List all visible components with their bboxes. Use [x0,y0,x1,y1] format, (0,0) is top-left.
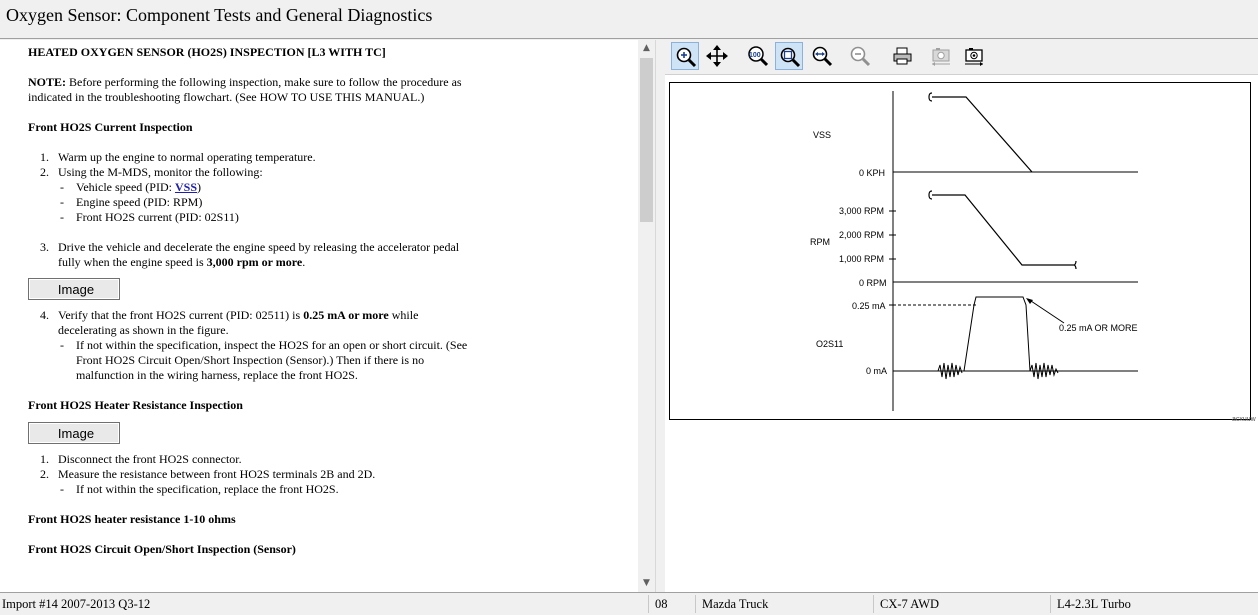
step-2-text: Using the M-MDS, monitor the following: [58,165,263,179]
list-item-step-1 [28,150,628,165]
status-bar [0,592,1258,615]
sub-vss-text: Vehicle speed (PID: [76,180,175,194]
status-import: Import #14 2007-2013 Q3-12 [2,597,151,611]
r-step-1-text: Disconnect the front HO2S connector. [58,452,242,466]
list-number: 3. [40,240,49,254]
note-label: NOTE: [28,75,67,89]
o2-025-label: 0.25 mA [852,301,886,311]
step-3-end: . [302,255,306,269]
sub-item-rpm [28,195,628,210]
status-separator [695,595,696,613]
save-image-button[interactable] [960,42,988,70]
zoom-out-button[interactable] [846,42,874,70]
list-item-r-step-1 [28,452,628,467]
article-content [28,44,628,557]
pan-icon [706,45,728,67]
rpm-1000-label: 1,000 RPM [839,254,885,264]
image-button-2[interactable]: Image [28,422,120,444]
list-item-step-4-cont: decelerating as shown in the figure. [58,323,229,337]
r-sub-text: If not within the specification, replace the front HO2S. [76,482,339,496]
r-step-2-text: Measure the resistance between front HO2S terminals 2B and 2D. [58,467,376,481]
zoom-100-button[interactable] [743,42,771,70]
section-title-current: Front HO2S Current Inspection [28,120,193,134]
section-title-heater: Front HO2S Heater Resistance Inspection [28,398,243,412]
title-bar [0,0,1258,38]
zoom-fit-button[interactable] [775,42,803,70]
o2-note-arrowhead [1026,298,1033,304]
status-separator [873,595,874,613]
zoom-fit-icon [779,46,801,68]
waveform-diagram [669,82,1251,420]
title-divider [0,38,1258,39]
note-line-2: indicated in the troubleshooting flowchart. (See HOW TO USE THIS MANUAL.) [28,90,425,104]
image-button-1[interactable]: Image [28,278,120,300]
sub-vss-suffix: ) [197,180,201,194]
window-title: Oxygen Sensor: Component Tests and General Diagnostics [6,5,433,25]
rpm-label: RPM [810,237,830,247]
status-code: 08 [655,597,668,611]
o2-note-label: 0.25 mA OR MORE [1059,323,1138,333]
step-3-text-1: Drive the vehicle and decelerate the engine speed by releasing the accelerator pedal [58,240,460,254]
o2-trace [938,297,1058,379]
list-item-step-2 [28,165,628,180]
status-engine: L4-2.3L Turbo [1057,597,1131,611]
step-3-bold: 3,000 rpm or more [206,255,303,269]
step-3-text-2: fully when the engine speed is [58,255,207,269]
list-number: 1. [40,452,49,466]
note-line-1 [28,75,628,90]
scroll-down-arrow-icon[interactable]: ▼ [643,578,650,588]
status-model: CX-7 AWD [880,597,940,611]
zoom-width-icon [811,45,833,67]
step-4-sub-1: If not within the specification, inspect the HO2S for an open or short circuit. (See [76,338,468,352]
note-text-1: Before performing the following inspection, make sure to follow the procedure as [66,75,462,89]
print-icon [892,45,914,67]
article-heading: HEATED OXYGEN SENSOR (HO2S) INSPECTION [L3 WITH TC] [28,45,386,59]
list-dash: - [60,195,64,209]
list-item-step-4 [28,308,628,323]
sub-item-step-4-cont-1: Front HO2S Circuit Open/Short Inspection (Sensor).) Then if there is no [76,353,425,367]
section-title-circuit: Front HO2S Circuit Open/Short Inspection (Sensor) [28,542,296,556]
waveform-svg [670,83,1250,419]
scrollbar-thumb[interactable] [640,58,653,222]
sub-item-r [28,482,628,497]
svg-text:100: 100 [749,52,761,59]
step-4-bold: 0.25 mA or more [303,308,389,322]
list-number: 4. [40,308,49,322]
sub-item-o2 [28,210,628,225]
print-button[interactable] [889,42,917,70]
rpm-trace [929,191,1076,269]
list-number: 1. [40,150,49,164]
spec-text: Front HO2S heater resistance 1-10 ohms [28,512,236,526]
o2-0-label: 0 mA [866,366,888,376]
pan-button[interactable] [703,42,731,70]
zoom-out-icon [849,45,871,67]
article-scrollbar[interactable] [638,40,655,592]
vss-link[interactable]: VSS [174,180,197,194]
step-4-text-1: Verify that the front HO2S current (PID: 02511) is [58,308,304,322]
sub-item-vss [28,180,628,195]
status-separator [1050,595,1051,613]
copy-image-button[interactable] [927,42,955,70]
list-number: 2. [40,467,49,481]
vss-zero-label: 0 KPH [859,168,886,178]
zoom-in-button[interactable] [671,42,699,70]
list-item-step-3-cont [28,255,628,270]
copy-image-icon [930,45,952,67]
sub-o2-text: Front HO2S current (PID: 02S11) [76,210,239,224]
status-make: Mazda Truck [702,597,769,611]
image-toolbar [665,40,1258,75]
step-1-text: Warm up the engine to normal operating temperature. [58,150,316,164]
article-pane[interactable] [0,40,638,592]
rpm-3000-label: 3,000 RPM [839,206,885,216]
sub-rpm-text: Engine speed (PID: RPM) [76,195,203,209]
vss-label: VSS [813,130,832,140]
zoom-width-button[interactable] [808,42,836,70]
list-dash: - [60,338,64,352]
list-dash: - [60,180,64,194]
list-dash: - [60,482,64,496]
diagram-code: acxuuw [1232,416,1256,423]
scroll-up-arrow-icon[interactable]: ▲ [643,43,650,53]
status-separator [648,595,649,613]
list-dash: - [60,210,64,224]
list-number: 2. [40,165,49,179]
list-item-r-step-2 [28,467,628,482]
rpm-2000-label: 2,000 RPM [839,230,885,240]
o2s11-label: O2S11 [816,339,844,349]
zoom-in-icon [675,46,697,68]
image-pane [665,40,1258,592]
save-image-icon [963,45,985,67]
o2-note-leader [1028,299,1064,323]
vss-trace [929,93,1032,172]
rpm-0-label: 0 RPM [859,278,887,288]
zoom-100-icon [746,45,768,67]
sub-item-step-4-cont-2: malfunction in the wiring harness, replace the front HO2S. [76,368,358,382]
list-item-step-3 [28,240,628,255]
step-4-end: while [388,308,419,322]
sub-item-step-4 [28,338,628,353]
